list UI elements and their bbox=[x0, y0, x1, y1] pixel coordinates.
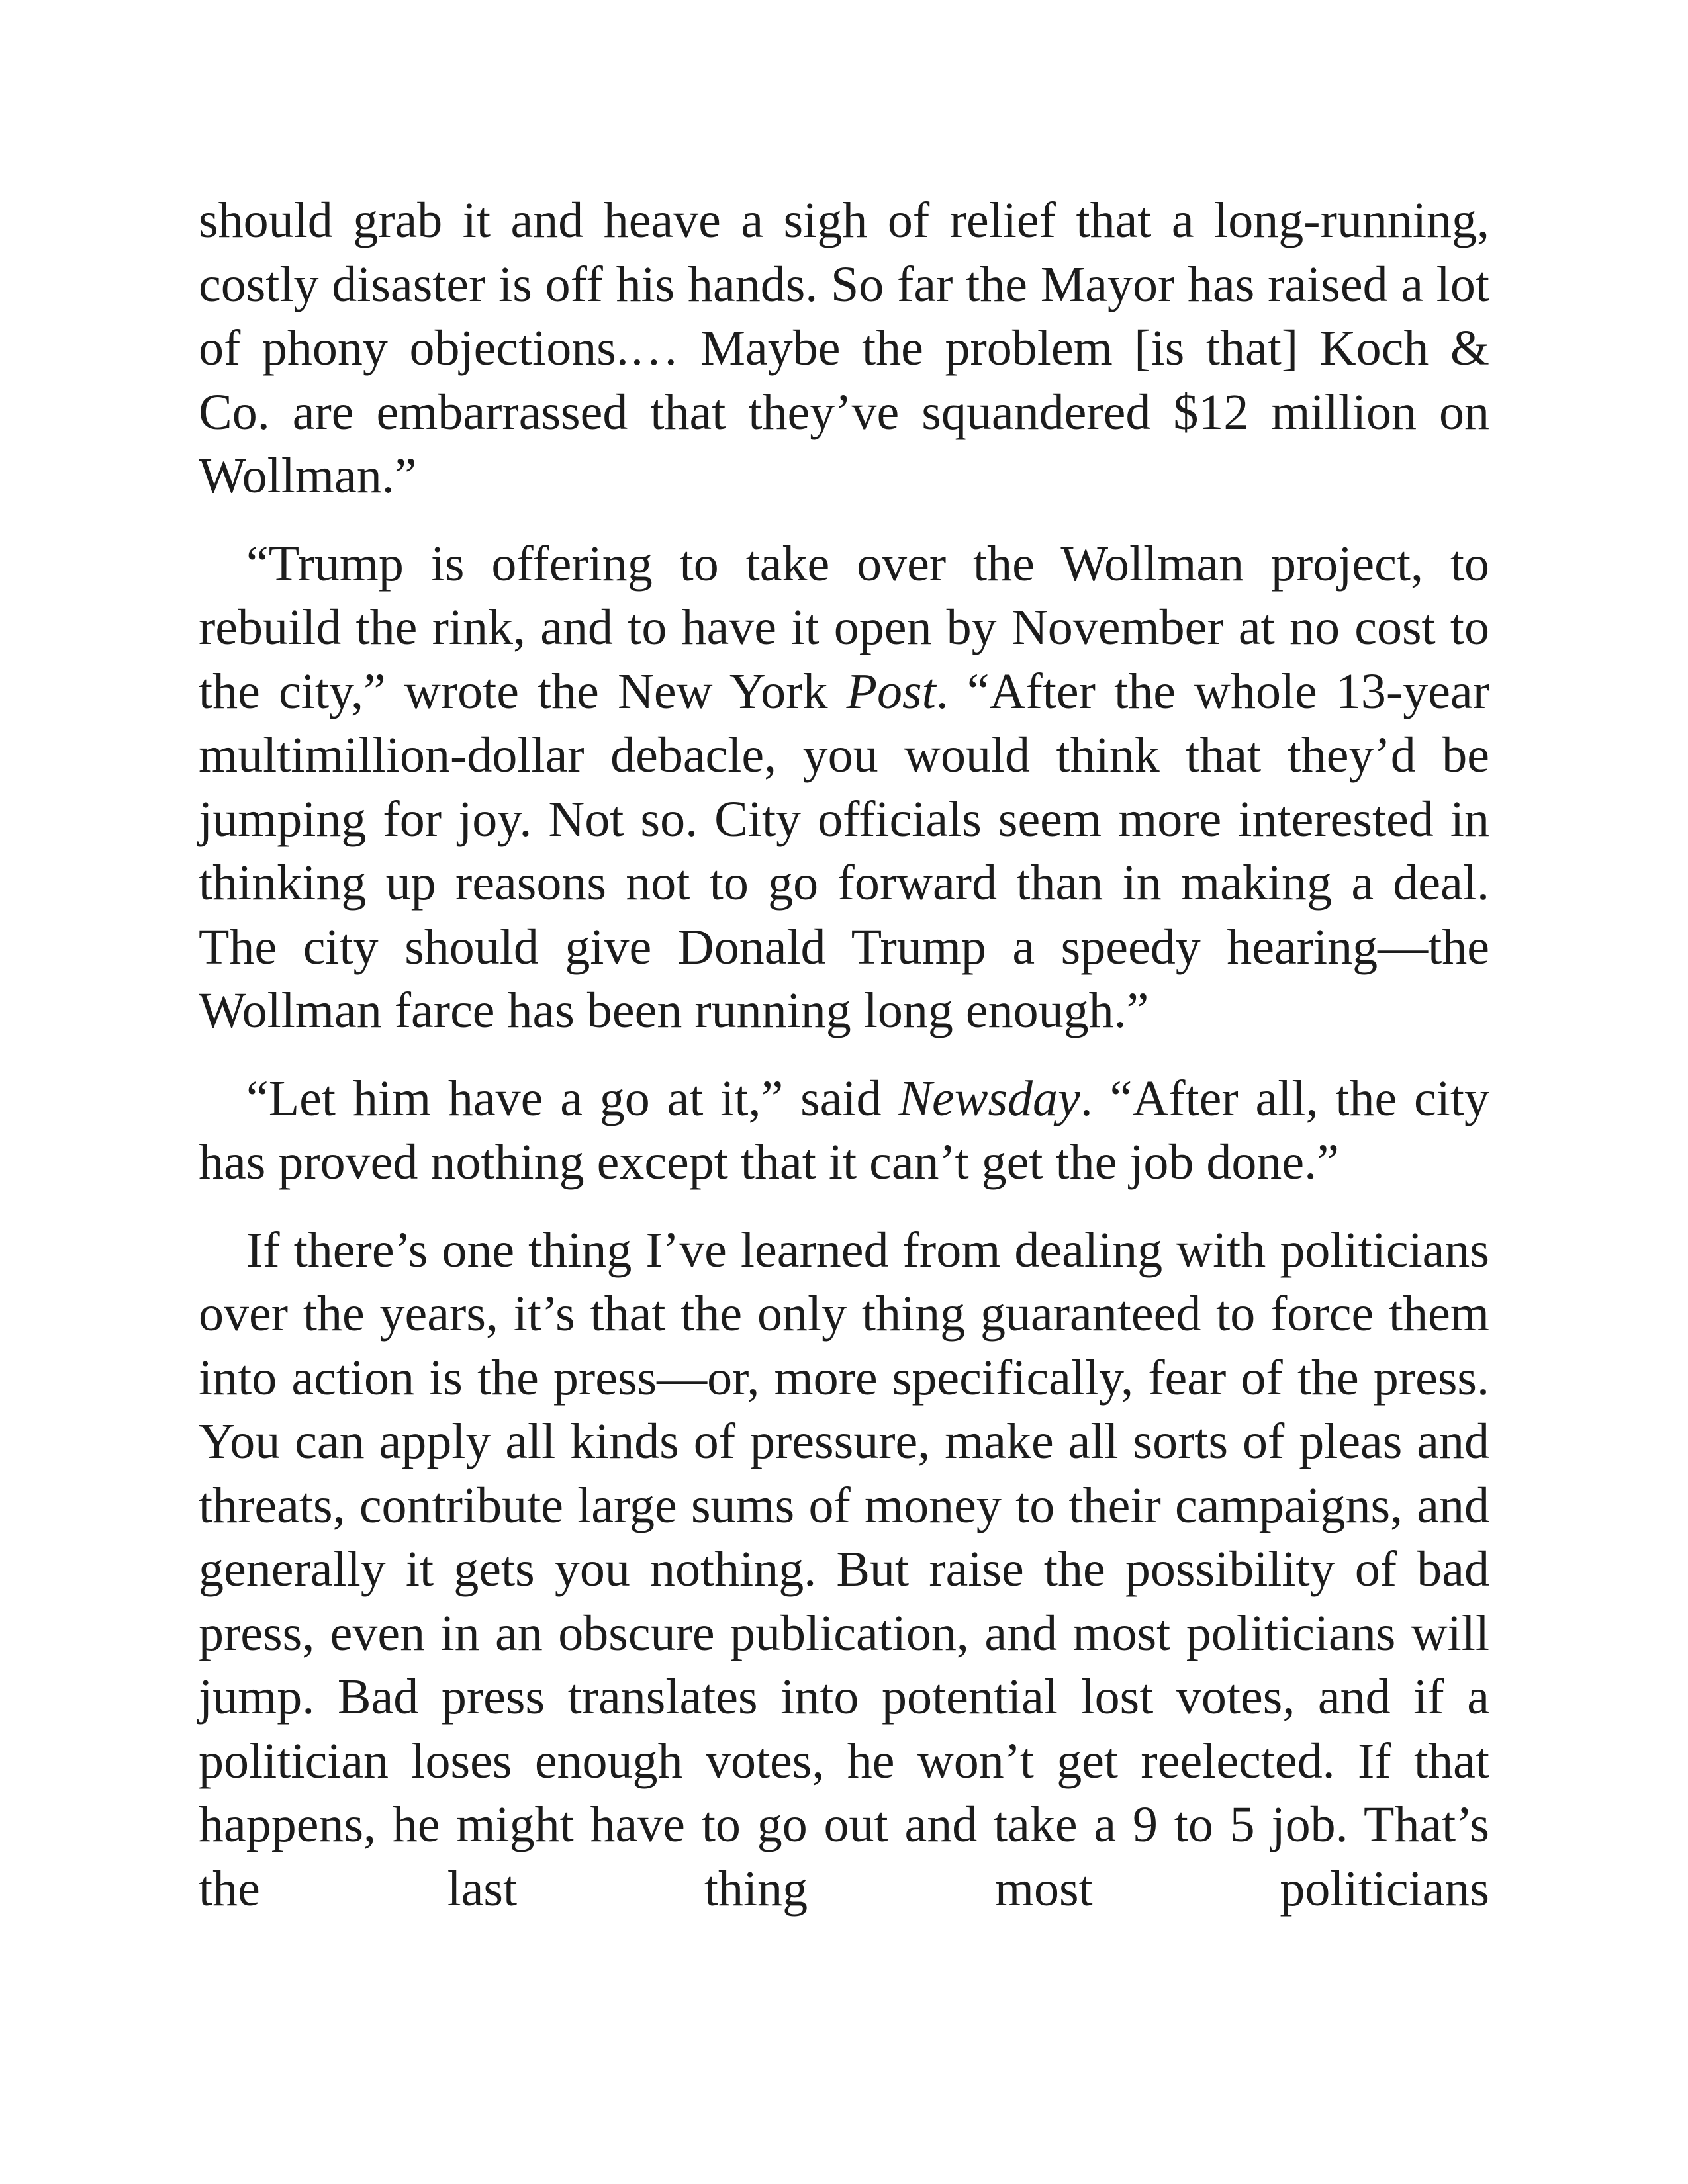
paragraph-politicians bbox=[199, 1218, 1489, 1921]
paragraph-post-quote bbox=[199, 532, 1489, 1043]
paragraph-text: . “After all, the city has proved nothing except that it can’t get the job done.” bbox=[199, 1070, 1489, 1190]
paragraph-text: . “After the whole 13-year multimillion-dollar debacle, you would think that they’d be jumping for joy. Not so. City officials seem more interested in thinking up reasons not to go forward than in making a deal. The city should give Donald Trump a speedy hearing—the Wollman farce has been running long enough.” bbox=[199, 663, 1490, 1038]
paragraph-text: If there’s one thing I’ve learned from dealing with politicians over the years, it’s that the only thing guaranteed to force them into action is the press—or, more specifically, fear of the press. You can apply all kinds of pressure, make all sorts of pleas and threats, contribute large sums of money to their campaigns, and generally it gets you nothing. But raise the possibility of bad press, even in an obscure publication, and most politicians will jump. Bad press translates into potential lost votes, and if a politician loses enough votes, he won’t get reelected. If that happens, he might have to go out and take a 9 to 5 job. That’s the last thing most politicians bbox=[199, 1222, 1489, 1917]
paragraph-text: should grab it and heave a sigh of relief that a long-running, costly disaster is off his hands. So far the Mayor has raised a lot of phony objections.… Maybe the problem [is that] Koch & Co. are embarrassed that they’ve squandered $12 million on Wollman.” bbox=[199, 193, 1489, 504]
book-page bbox=[199, 189, 1489, 1944]
paragraph-text: “Let him have a go at it,” said bbox=[246, 1070, 899, 1126]
paragraph-continuation bbox=[199, 189, 1489, 508]
publication-name-post: Post bbox=[846, 663, 936, 719]
paragraph-newsday-quote bbox=[199, 1067, 1489, 1195]
publication-name-newsday: Newsday bbox=[898, 1070, 1080, 1126]
paragraph-text: “Trump is offering to take over the Wollman project, to rebuild the rink, and to have it open by November at no cost to the city,” wrote the New York bbox=[199, 535, 1489, 719]
